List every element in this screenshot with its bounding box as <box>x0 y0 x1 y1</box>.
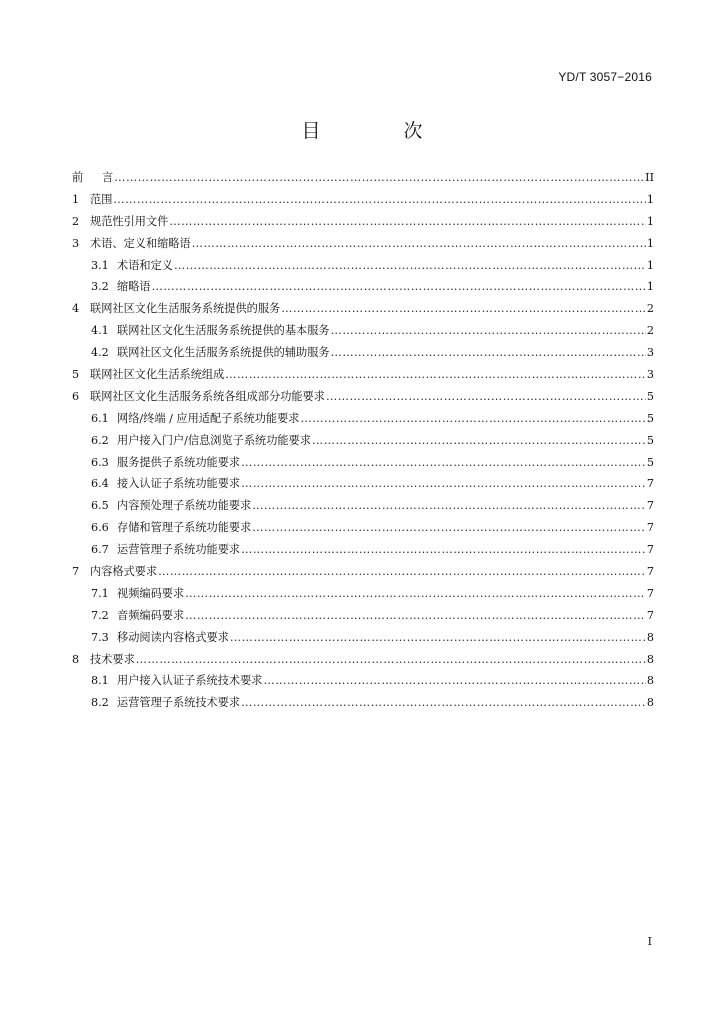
toc-entry-label: 术语和定义 <box>117 258 173 272</box>
toc-entry-number: 1 <box>72 192 80 206</box>
toc-entry-page: 3 <box>646 368 654 382</box>
toc-entry-number: 5 <box>72 368 80 382</box>
toc-entry-page: 5 <box>646 455 654 469</box>
toc-leader-dots <box>192 233 646 255</box>
toc-entry-page: 8 <box>646 652 654 666</box>
toc-entry[interactable] <box>72 386 654 408</box>
toc-leader-dots <box>185 605 646 627</box>
toc-entry-page: 8 <box>646 696 654 710</box>
toc-entry-number: 前 <box>72 171 84 184</box>
toc-entry-number: 4 <box>72 302 80 316</box>
toc-entry-page: 2 <box>646 324 654 338</box>
toc-entry-page: 7 <box>646 608 654 622</box>
toc-entry-number: 7.1 <box>91 586 109 600</box>
toc-entry-label: 用户接入认证子系统技术要求 <box>117 674 263 688</box>
toc-entry-number: 6.4 <box>91 477 109 491</box>
toc-leader-dots <box>281 298 646 320</box>
toc-entry-page: 5 <box>646 389 654 403</box>
toc-leader-dots <box>300 408 645 430</box>
toc-entry[interactable] <box>72 539 654 561</box>
table-of-contents <box>72 167 654 714</box>
page-number: I <box>647 935 652 948</box>
toc-entry-label: 联网社区文化生活服务系统各组成部分功能要求 <box>90 389 325 403</box>
toc-entry-page: 7 <box>646 565 654 579</box>
toc-leader-dots <box>113 189 645 211</box>
toc-entry-label: 规范性引用文件 <box>90 214 169 228</box>
toc-entry-label: 内容预处理子系统功能要求 <box>117 499 252 513</box>
toc-entry-page: II <box>645 171 654 184</box>
toc-entry-page: 7 <box>646 543 654 557</box>
toc-entry-label: 服务提供子系统功能要求 <box>117 455 241 469</box>
toc-entry[interactable] <box>72 452 654 474</box>
toc-leader-dots <box>174 255 646 277</box>
toc-entry-page: 1 <box>646 280 654 294</box>
toc-entry-label: 移动阅读内容格式要求 <box>117 630 229 644</box>
toc-entry-number: 8.1 <box>91 674 109 688</box>
toc-entry-page: 2 <box>646 302 654 316</box>
toc-leader-dots <box>152 276 646 298</box>
toc-entry-label: 联网社区文化生活系统组成 <box>90 368 225 382</box>
toc-entry-number: 6.7 <box>91 543 109 557</box>
toc-entry-label: 用户接入门户/信息浏览子系统功能要求 <box>117 433 311 447</box>
toc-entry-page: 7 <box>646 521 654 535</box>
toc-entry-label: 术语、定义和缩略语 <box>90 236 191 250</box>
toc-entry-label: 联网社区文化生活服务系统提供的基本服务 <box>117 324 330 338</box>
toc-entry[interactable] <box>72 605 654 627</box>
toc-entry-number: 3.1 <box>91 258 109 272</box>
toc-entry[interactable] <box>72 692 654 714</box>
toc-entry-number: 7.3 <box>91 630 109 644</box>
toc-entry-number: 4.1 <box>91 324 109 338</box>
toc-entry-page: 8 <box>646 674 654 688</box>
toc-entry[interactable] <box>72 364 654 386</box>
toc-leader-dots <box>252 495 646 517</box>
toc-entry-number: 8 <box>72 652 80 666</box>
toc-entry[interactable] <box>72 670 654 692</box>
toc-entry-page: 7 <box>646 499 654 513</box>
toc-entry-number: 3 <box>72 236 80 250</box>
toc-leader-dots <box>158 561 646 583</box>
toc-entry-number: 6.5 <box>91 499 109 513</box>
toc-leader-dots <box>230 627 646 649</box>
document-code: YD/T 3057−2016 <box>558 70 652 84</box>
toc-entry-page: 5 <box>646 411 654 425</box>
toc-entry-page: 1 <box>646 236 654 250</box>
toc-entry[interactable] <box>72 211 654 233</box>
toc-entry-page: 5 <box>646 433 654 447</box>
toc-entry[interactable] <box>72 495 654 517</box>
toc-entry-label: 接入认证子系统功能要求 <box>117 477 241 491</box>
toc-entry-number: 4.2 <box>91 346 109 360</box>
toc-leader-dots <box>185 583 646 605</box>
toc-entry[interactable] <box>72 233 654 255</box>
toc-entry[interactable] <box>72 298 654 320</box>
toc-entry-page: 1 <box>646 192 654 206</box>
toc-entry[interactable] <box>72 430 654 452</box>
toc-leader-dots <box>331 320 646 342</box>
toc-entry-label: 缩略语 <box>117 280 151 294</box>
toc-leader-dots <box>169 211 646 233</box>
toc-entry-label: 视频编码要求 <box>117 586 185 600</box>
toc-leader-dots <box>241 692 646 714</box>
toc-entry[interactable] <box>72 255 654 277</box>
toc-entry[interactable] <box>72 561 654 583</box>
toc-leader-dots <box>136 649 646 671</box>
toc-entry-label: 技术要求 <box>90 652 135 666</box>
toc-leader-dots <box>252 517 646 539</box>
toc-entry-page: 8 <box>646 630 654 644</box>
toc-entry[interactable] <box>72 342 654 364</box>
toc-entry-number: 6 <box>72 389 80 403</box>
toc-entry[interactable] <box>72 189 654 211</box>
toc-entry-label: 联网社区文化生活服务系统提供的服务 <box>90 302 281 316</box>
toc-entry[interactable] <box>72 627 654 649</box>
toc-leader-dots <box>326 386 646 408</box>
toc-entry[interactable] <box>72 649 654 671</box>
toc-leader-dots <box>241 452 646 474</box>
toc-leader-dots <box>263 670 645 692</box>
toc-entry[interactable] <box>72 517 654 539</box>
toc-entry-page: 7 <box>646 586 654 600</box>
toc-entry-number: 6.6 <box>91 521 109 535</box>
toc-leader-dots <box>241 473 646 495</box>
toc-entry[interactable] <box>72 276 654 298</box>
toc-entry-label: 网络/终端 / 应用适配子系统功能要求 <box>117 411 300 425</box>
toc-entry[interactable] <box>72 408 654 430</box>
toc-entry-number: 6.1 <box>91 411 109 425</box>
toc-entry-label: 范围 <box>90 192 113 206</box>
toc-entry-page: 7 <box>646 477 654 491</box>
toc-leader-dots <box>331 342 646 364</box>
toc-leader-dots <box>312 430 646 452</box>
toc-entry-page: 1 <box>646 258 654 272</box>
toc-entry-number: 6.3 <box>91 455 109 469</box>
toc-entry-label: 音频编码要求 <box>117 608 185 622</box>
toc-entry-number: 6.2 <box>91 433 109 447</box>
toc-entry[interactable] <box>72 320 654 342</box>
toc-entry-number: 2 <box>72 214 80 228</box>
toc-entry[interactable] <box>72 583 654 605</box>
toc-entry-number: 7.2 <box>91 608 109 622</box>
toc-entry-label: 运营管理子系统技术要求 <box>117 696 241 710</box>
toc-entry-label: 联网社区文化生活服务系统提供的辅助服务 <box>117 346 330 360</box>
toc-entry-label: 运营管理子系统功能要求 <box>117 543 241 557</box>
page-title: 目 次 <box>301 120 455 142</box>
toc-entry-label: 存储和管理子系统功能要求 <box>117 521 252 535</box>
toc-entry-page: 3 <box>646 346 654 360</box>
toc-entry-label: 内容格式要求 <box>90 565 158 579</box>
toc-entry-number: 8.2 <box>91 696 109 710</box>
toc-entry-label: 言 <box>102 171 114 184</box>
toc-leader-dots <box>241 539 646 561</box>
toc-entry[interactable] <box>72 473 654 495</box>
toc-leader-dots <box>225 364 646 386</box>
toc-leader-dots <box>114 167 644 189</box>
toc-entry-number: 7 <box>72 565 80 579</box>
toc-entry-number: 3.2 <box>91 280 109 294</box>
toc-entry[interactable] <box>72 167 654 189</box>
toc-entry-page: 1 <box>646 214 654 228</box>
